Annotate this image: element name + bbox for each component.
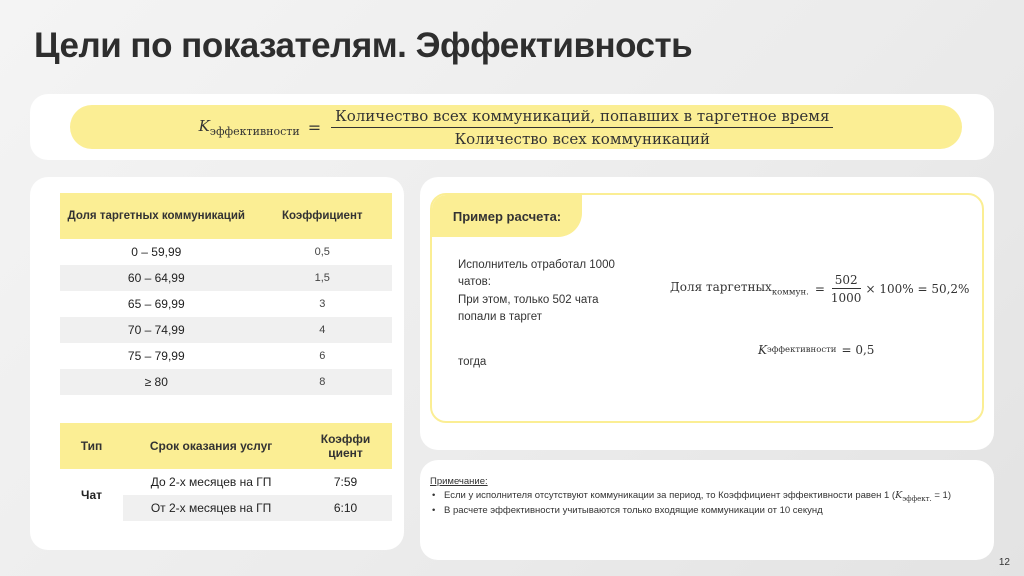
note-heading: Примечание: [430,476,488,487]
calc-result: × 100% = 50,2% [865,282,970,296]
header-term: Срок оказания услуг [123,423,299,469]
range-cell: 0 – 59,99 [60,239,253,265]
table-row [60,343,392,369]
tables-card [30,177,404,550]
page-title: Цели по показателям. Эффективность [34,26,693,65]
range-cell: 60 – 64,99 [60,265,253,291]
table-row [60,317,392,343]
header-coefficient: Коэффициент [253,193,392,239]
range-cell: ≥ 80 [60,369,253,395]
coef-cell: 6:10 [299,495,392,521]
efficiency-formula [70,105,962,149]
example-box [430,193,984,423]
coefficient-result [758,343,874,357]
example-text-3: тогда [458,356,487,368]
formula-lhs: $K_{эффективности}$ [198,116,300,138]
calc-denominator: 1000 [830,291,862,305]
table-row [60,239,392,265]
coef-cell: 4 [253,317,392,343]
share-calculation [670,273,969,305]
coef-cell: 0,5 [253,239,392,265]
example-text-2: При этом, только 502 чата попали в таргет [458,294,599,323]
term-cell: От 2-х месяцев на ГП [123,495,299,521]
coef-cell: 8 [253,369,392,395]
table-row [60,369,392,395]
coef-cell: 3 [253,291,392,317]
table-row [60,469,392,495]
coef-cell: 1,5 [253,265,392,291]
calc-fraction [831,273,862,305]
term-cell: До 2-х месяцев на ГП [123,469,299,495]
header-share: Доля таргетных коммуникаций [60,193,253,239]
header-coef: Коэффи циент [299,423,392,469]
header-type: Тип [60,423,123,469]
range-cell: 65 – 69,99 [60,291,253,317]
calc-equals: = [814,282,825,296]
coefficient-table [60,193,392,395]
k-value: = 0,5 [841,343,875,357]
service-term-table [60,423,392,521]
note-card [420,460,994,560]
coef-cell: 6 [253,343,392,369]
page-number: 12 [998,557,1010,568]
formula-card [30,94,994,160]
example-tab: Пример расчета: [432,195,582,237]
example-text-1: Исполнитель отработал 1000 чатов: [458,259,615,288]
formula-fraction [331,107,833,148]
type-cell: Чат [60,469,123,521]
table-row [60,291,392,317]
k-symbol: K [758,343,767,357]
note [430,476,990,517]
calc-numerator: 502 [832,273,861,289]
note-item: • Если у исполнителя отсутствуют коммуникации за период, то Коэффициент эффективности равен 1 $(K_{эффект.} = 1)$ [430,490,990,505]
table-row [60,265,392,291]
note-item: • В расчете эффективности учитываются только входящие коммуникации от 10 секунд [430,505,990,518]
formula-denominator: Количество всех коммуникаций [454,129,710,148]
formula-equals: = [307,117,322,137]
example-card [420,177,994,450]
range-cell: 75 – 79,99 [60,343,253,369]
k-subscript: эффективности [766,345,837,355]
calc-label: Доля таргетных$_{коммун.}$ [670,280,809,298]
range-cell: 70 – 74,99 [60,317,253,343]
formula-numerator: Количество всех коммуникаций, попавших в таргетное время [331,107,833,128]
coef-cell: 7:59 [299,469,392,495]
